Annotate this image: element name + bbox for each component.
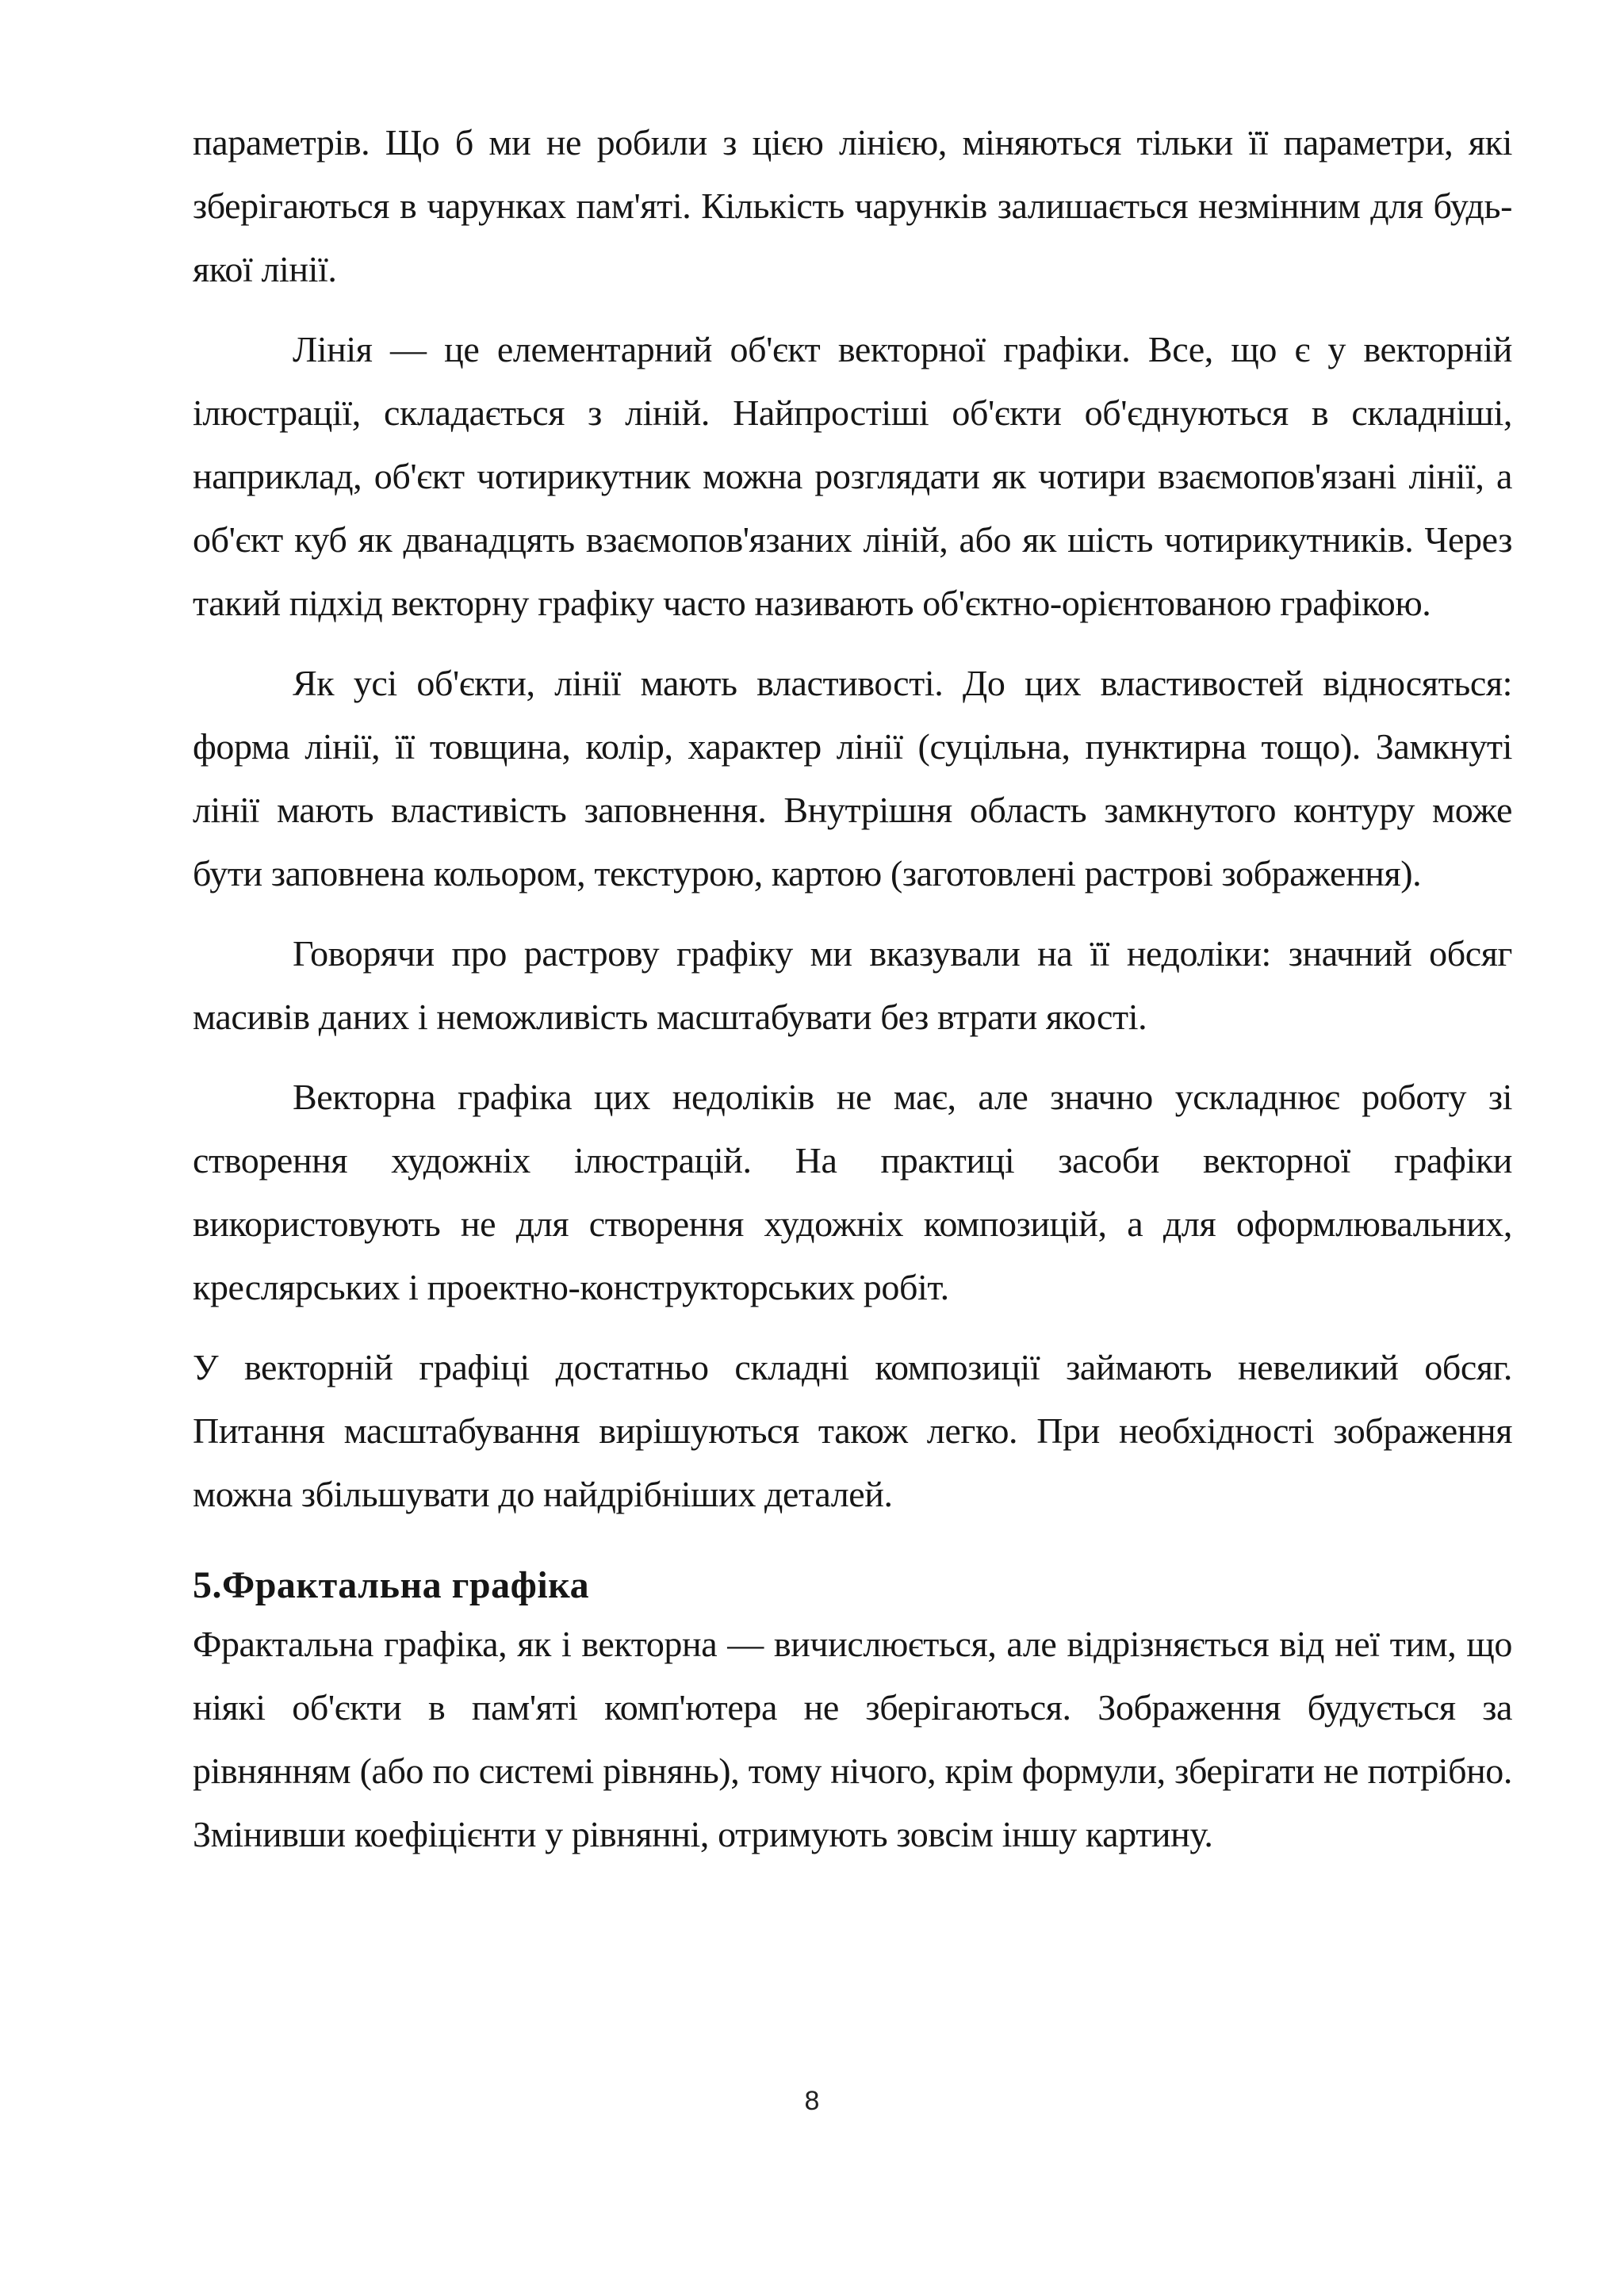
paragraph-raster-drawbacks: Говорячи про растрову графіку ми вказували на її недоліки: значний обсяг масивів даних і неможливість масштабувати без втрати якості. <box>193 933 1512 1037</box>
page-number: 8 <box>804 2086 820 2116</box>
paragraph-line-properties: Як усі об'єкти, лінії мають властивості. До цих властивостей відносяться: форма лінії, її товщина, колір, характер лінії (суцільна, пунктирна тощо). Замкнуті лінії мають властивість заповнення. Внутрішня область замкнутого контуру може бути заповнена кольором, текстурою, картою (заготовлені растрові зображення). <box>193 663 1512 894</box>
section-heading: 5.Фрактальна графіка <box>193 1564 590 1606</box>
paragraph-fractal-graphics: Фрактальна графіка, як і векторна — вичислюється, але відрізняється від неї тим, що ніякі об'єкти в пам'яті комп'ютера не зберігаються. Зображення будується за рівнянням (або по системі рівнянь), тому нічого, крім формули, зберігати не потрібно. Змінивши коефіцієнти у рівнянні, отримують зовсім іншу картину. <box>193 1624 1512 1854</box>
paragraph-line-definition: Лінія — це елементарний об'єкт векторної графіки. Все, що є у векторній ілюстрації, складається з ліній. Найпростіші об'єкти об'єднуються в складніші, наприклад, об'єкт чотирикутник можна розглядати як чотири взаємопов'язані лінії, а об'єкт куб як дванадцять взаємопов'язаних ліній, або як шість чотирикутників. Через такий підхід векторну графіку часто називають об'єктно-орієнтованою графікою. <box>193 329 1512 623</box>
paragraph-vector-advantages: Векторна графіка цих недоліків не має, але значно ускладнює роботу зі створення художніх ілюстрацій. На практиці засоби векторної графіки використовують не для створення художніх композицій, а для оформлювальних, креслярських і проектно-конструкторських робіт. <box>193 1077 1512 1307</box>
paragraph-line-parameters: параметрів. Що б ми не робили з цією лінією, міняються тільки її параметри, які зберігаються в чарунках пам'яті. Кількість чарунків залишається незмінним для будь-якої лінії. <box>193 122 1512 289</box>
page-body <box>193 111 1512 1883</box>
paragraph-vector-scaling: У векторній графіці достатньо складні композиції займають невеликий обсяг. Питання масштабування вирішуються також легко. При необхідності зображення можна збільшувати до найдрібніших деталей. <box>193 1347 1512 1514</box>
